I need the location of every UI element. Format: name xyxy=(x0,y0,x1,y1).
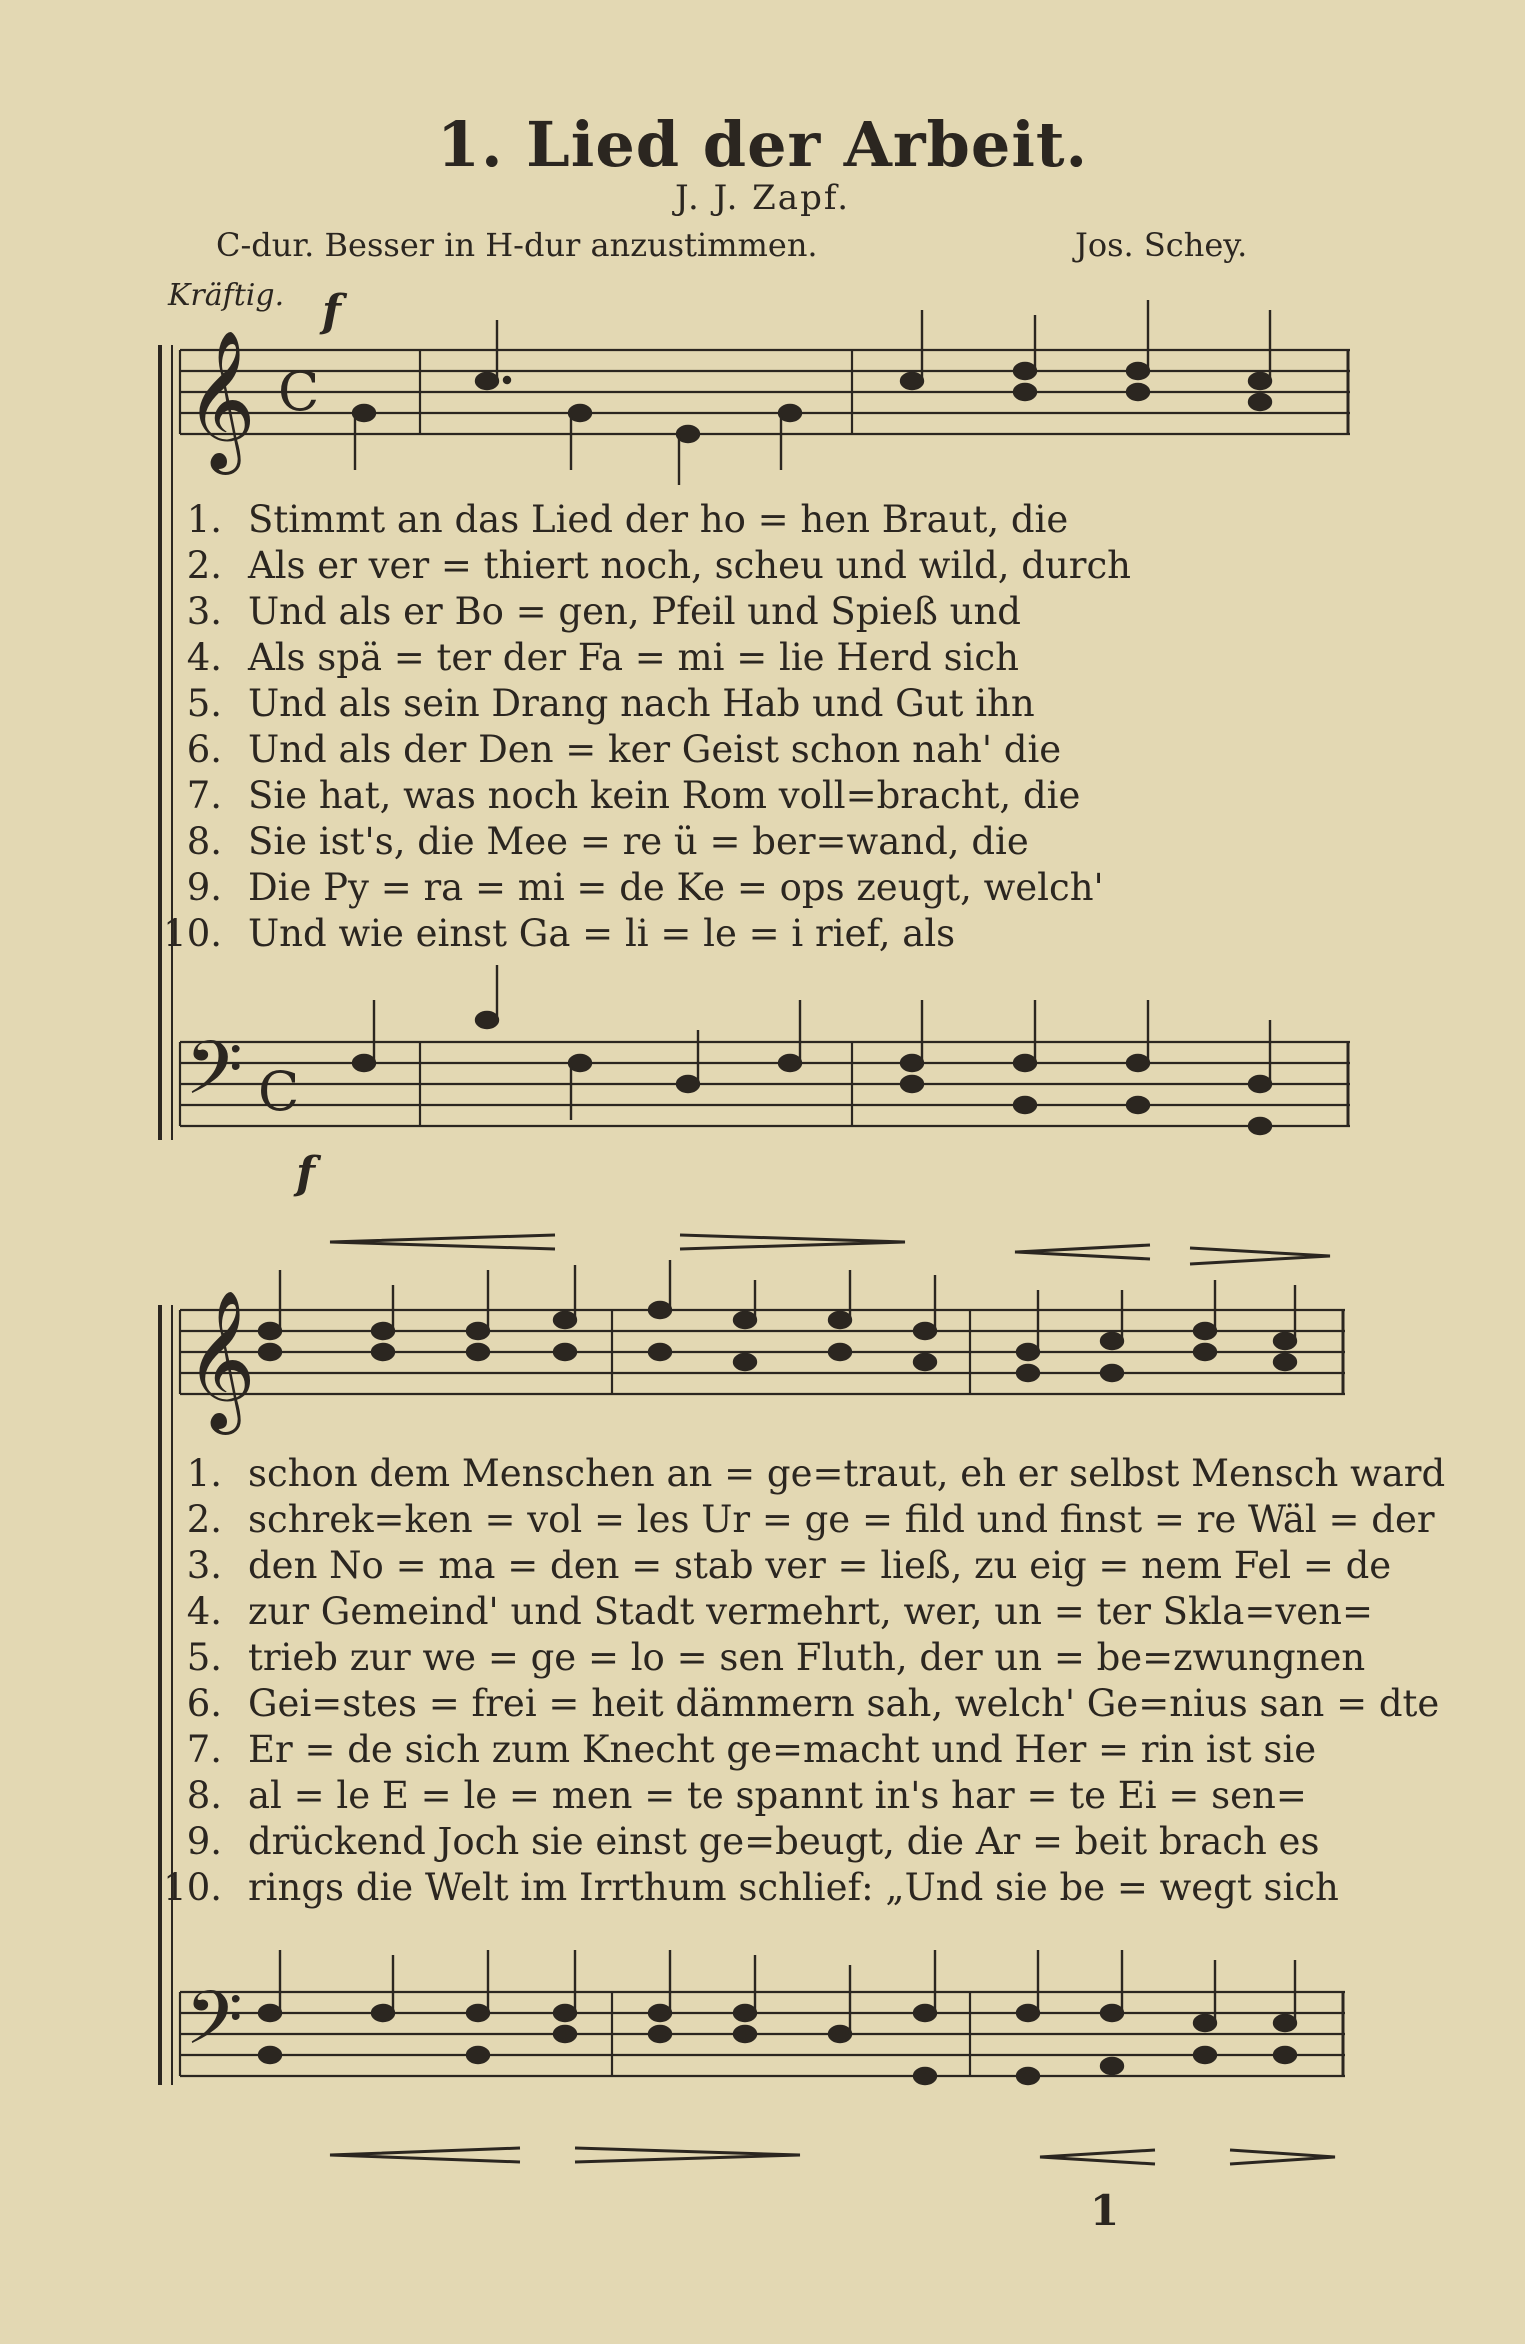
lyric-line: 3. Und als er Bo = gen, Pfeil und Spieß und xyxy=(186,590,1021,633)
tempo-marking: Kräftig. xyxy=(168,278,285,313)
svg-text:𝄢: 𝄢 xyxy=(185,1975,243,2080)
svg-text:C: C xyxy=(278,360,320,423)
composer: Jos. Schey. xyxy=(1075,226,1248,264)
lyric-line: 8. Sie ist's, die Mee = re ü = ber=wand, die xyxy=(186,820,1029,863)
lyric-line: 7. Sie hat, was noch kein Rom voll=bracht, die xyxy=(186,774,1081,817)
lyric-line: 5. trieb zur we = ge = lo = sen Fluth, der un = be=zwungnen xyxy=(186,1636,1366,1679)
lyric-line: 4. Als spä = ter der Fa = mi = lie Herd sich xyxy=(186,636,1019,679)
dynamic-forte-top: f xyxy=(322,286,341,337)
svg-text:𝄞: 𝄞 xyxy=(185,1290,256,1429)
lyric-line: 2. schrek=ken = vol = les Ur = ge = fild und finst = re Wäl = der xyxy=(186,1498,1435,1541)
lyric-line: 7. Er = de sich zum Knecht ge=macht und Her = rin ist sie xyxy=(186,1728,1317,1771)
page-number: 1 xyxy=(1090,2186,1120,2235)
dynamic-forte-bass: f xyxy=(296,1148,315,1199)
lyric-line: 10. rings die Welt im Irrthum schlief: „Und sie be = wegt sich xyxy=(163,1866,1339,1909)
lyric-line: 1. Stimmt an das Lied der ho = hen Braut, die xyxy=(186,498,1069,541)
key-note: C-dur. Besser in H-dur anzustimmen. xyxy=(216,226,818,264)
svg-text:𝄞: 𝄞 xyxy=(185,330,256,469)
lyric-line: 5. Und als sein Drang nach Hab und Gut ihn xyxy=(186,682,1035,725)
lyricist: J. J. Zapf. xyxy=(674,178,851,218)
bass-staff-2 xyxy=(180,1992,1345,2076)
treble-staff-2 xyxy=(180,1310,1345,1394)
lyric-line: 9. drückend Joch sie einst ge=beugt, die Ar = beit brach es xyxy=(186,1820,1320,1863)
lyric-line: 9. Die Py = ra = mi = de Ke = ops zeugt, welch' xyxy=(186,866,1104,909)
lyric-line: 8. al = le E = le = men = te spannt in's har = te Ei = sen= xyxy=(186,1774,1307,1817)
lyric-line: 1. schon dem Menschen an = ge=traut, eh er selbst Mensch ward xyxy=(186,1452,1446,1495)
lyric-line: 6. Und als der Den = ker Geist schon nah' die xyxy=(186,728,1062,771)
bass-staff-1 xyxy=(180,1042,1350,1126)
song-title: 1. Lied der Arbeit. xyxy=(436,108,1089,181)
lyric-line: 2. Als er ver = thiert noch, scheu und wild, durch xyxy=(186,544,1132,587)
svg-text:𝄢: 𝄢 xyxy=(185,1025,243,1130)
lyric-line: 3. den No = ma = den = stab ver = ließ, zu eig = nem Fel = de xyxy=(186,1544,1392,1587)
svg-text:C: C xyxy=(258,1060,300,1123)
lyric-line: 10. Und wie einst Ga = li = le = i rief, als xyxy=(163,912,956,955)
lyric-line: 4. zur Gemeind' und Stadt vermehrt, wer, un = ter Skla=ven= xyxy=(186,1590,1373,1633)
lyric-line: 6. Gei=stes = frei = heit dämmern sah, welch' Ge=nius san = dte xyxy=(186,1682,1440,1725)
